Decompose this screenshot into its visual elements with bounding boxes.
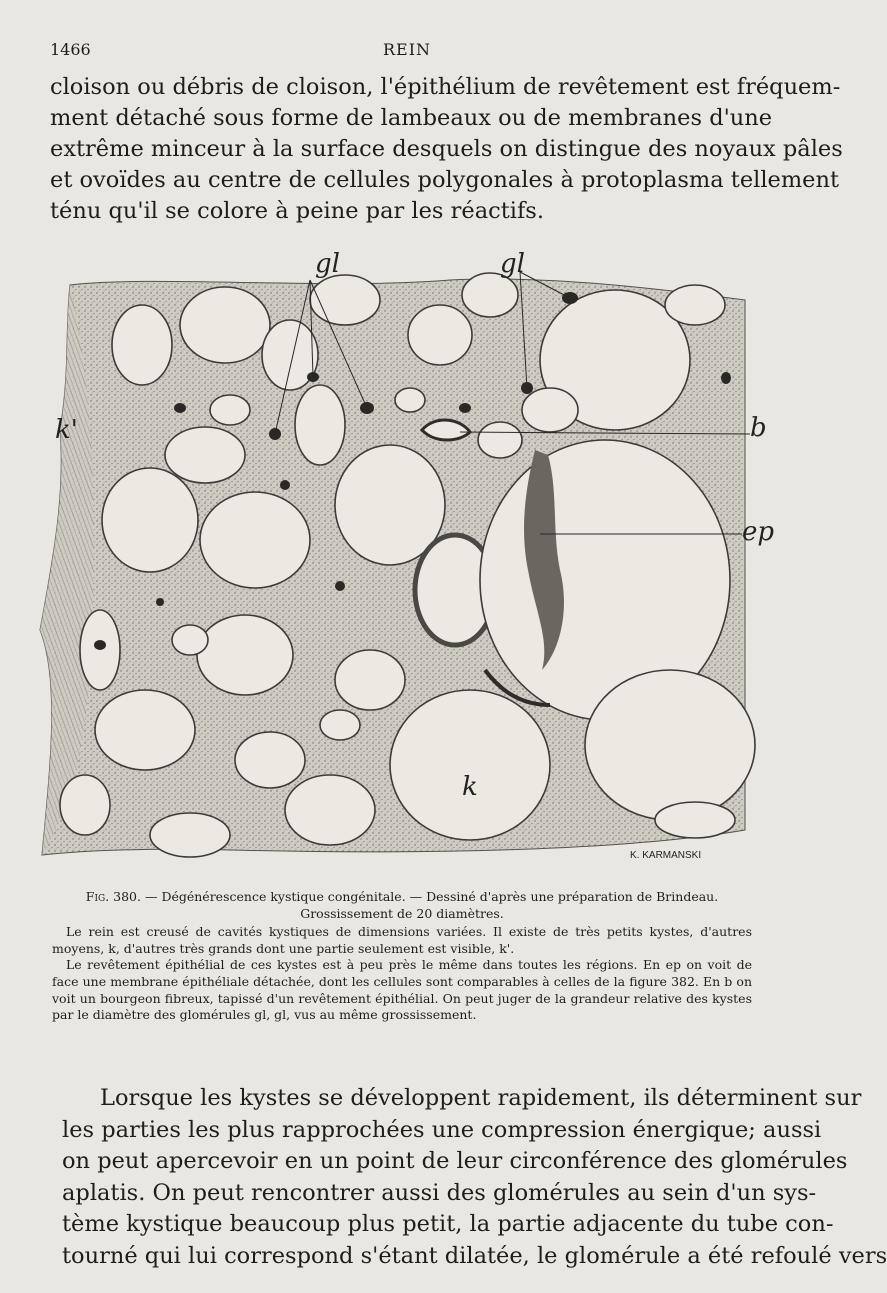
cyst [180,287,270,363]
glomerulus [459,403,471,413]
cyst [665,285,725,325]
cyst [150,813,230,857]
histology-figure [30,249,775,870]
text-line: Lorsque les kystes se développent rapidement, ils déterminent sur [100,1085,862,1111]
cyst [210,395,250,425]
glomerulus [280,480,290,490]
cyst [310,275,380,325]
cyst [395,388,425,412]
glomerulus [156,598,164,606]
cyst [235,732,305,788]
text-line: et ovoïdes au centre de cellules polygonales à protoplasma tellement [50,167,840,193]
text-line: les parties les plus rapprochées une compression énergique; aussi [62,1116,822,1143]
running-head: REIN [383,40,432,59]
cyst [172,625,208,655]
cyst [112,305,172,385]
cyst [102,468,198,572]
body-paragraph [62,1083,887,1273]
cyst [522,388,578,432]
cyst [165,427,245,483]
text-line: extrême minceur à la surface desquels on distingue des noyaux pâles [50,136,843,162]
page-number: 1466 [50,40,91,59]
text-line: cloison ou débris de cloison, l'épithélium de revêtement est fréquem- [50,74,841,100]
caption-paragraph: Le revêtement épithélial de ces kystes est à peu près le même dans toutes les régions. En ep on voit de face une membrane épithéliale détachée, dont les cellules sont comparables à celles de la figure 382. En b on voit un bourgeon fibreux, tapissé d'un revêtement épithélial. On peut juger de la grandeur relative des kystes par le diamètre des glomérules gl, gl, vus au même grossissement. [52,957,752,1023]
cyst [478,422,522,458]
label-k-prime: k' [55,415,78,445]
label-gl-left: gl [315,249,340,279]
caption-title-text: — Dégénérescence kystique congénitale. — Dessiné d'après une préparation de Brindeau. [144,889,719,904]
cyst [197,615,293,695]
figure-number: Fig. 380. [85,889,141,904]
cyst [655,802,735,838]
caption-paragraph: Le rein est creusé de cavités kystiques de dimensions variées. Il existe de très petits kystes, d'autres moyens, k, d'autres très grands dont une partie seulement est visible, k'. [52,924,752,956]
text-line: on peut apercevoir en un point de leur circonférence des glomérules [62,1148,848,1175]
label-gl-right: gl [500,249,525,279]
cyst [462,273,518,317]
label-b: b [750,413,767,443]
kidney-section-illustration [30,249,775,870]
cyst [95,690,195,770]
glomerulus [174,403,186,413]
caption-title [52,889,752,906]
glomerulus [94,640,106,650]
label-ep: ep [742,517,775,547]
glomerulus [335,581,345,591]
cyst [390,690,550,840]
cyst [285,775,375,845]
caption-subtitle: Grossissement de 20 diamètres. [300,905,504,921]
glomerulus [721,372,731,384]
label-k: k [462,772,478,802]
cyst [408,305,472,365]
text-line: aplatis. On peut rencontrer aussi des glomérules au sein d'un sys- [62,1179,817,1206]
cyst [335,650,405,710]
figure-caption [52,889,752,1024]
text-line: ténu qu'il se colore à peine par les réactifs. [50,198,544,224]
artist-signature: K. KARMANSKI [630,850,702,861]
cyst [200,492,310,588]
cyst [320,710,360,740]
top-paragraph [50,72,843,227]
cyst [585,670,755,820]
text-line: ment détaché sous forme de lambeaux ou de membranes d'une [50,105,773,131]
text-line: tème kystique beaucoup plus petit, la partie adjacente du tube con- [62,1211,834,1238]
cyst [60,775,110,835]
text-line: tourné qui lui correspond s'étant dilatée, le glomérule a été refoulé vers [62,1242,887,1269]
cyst [295,385,345,465]
